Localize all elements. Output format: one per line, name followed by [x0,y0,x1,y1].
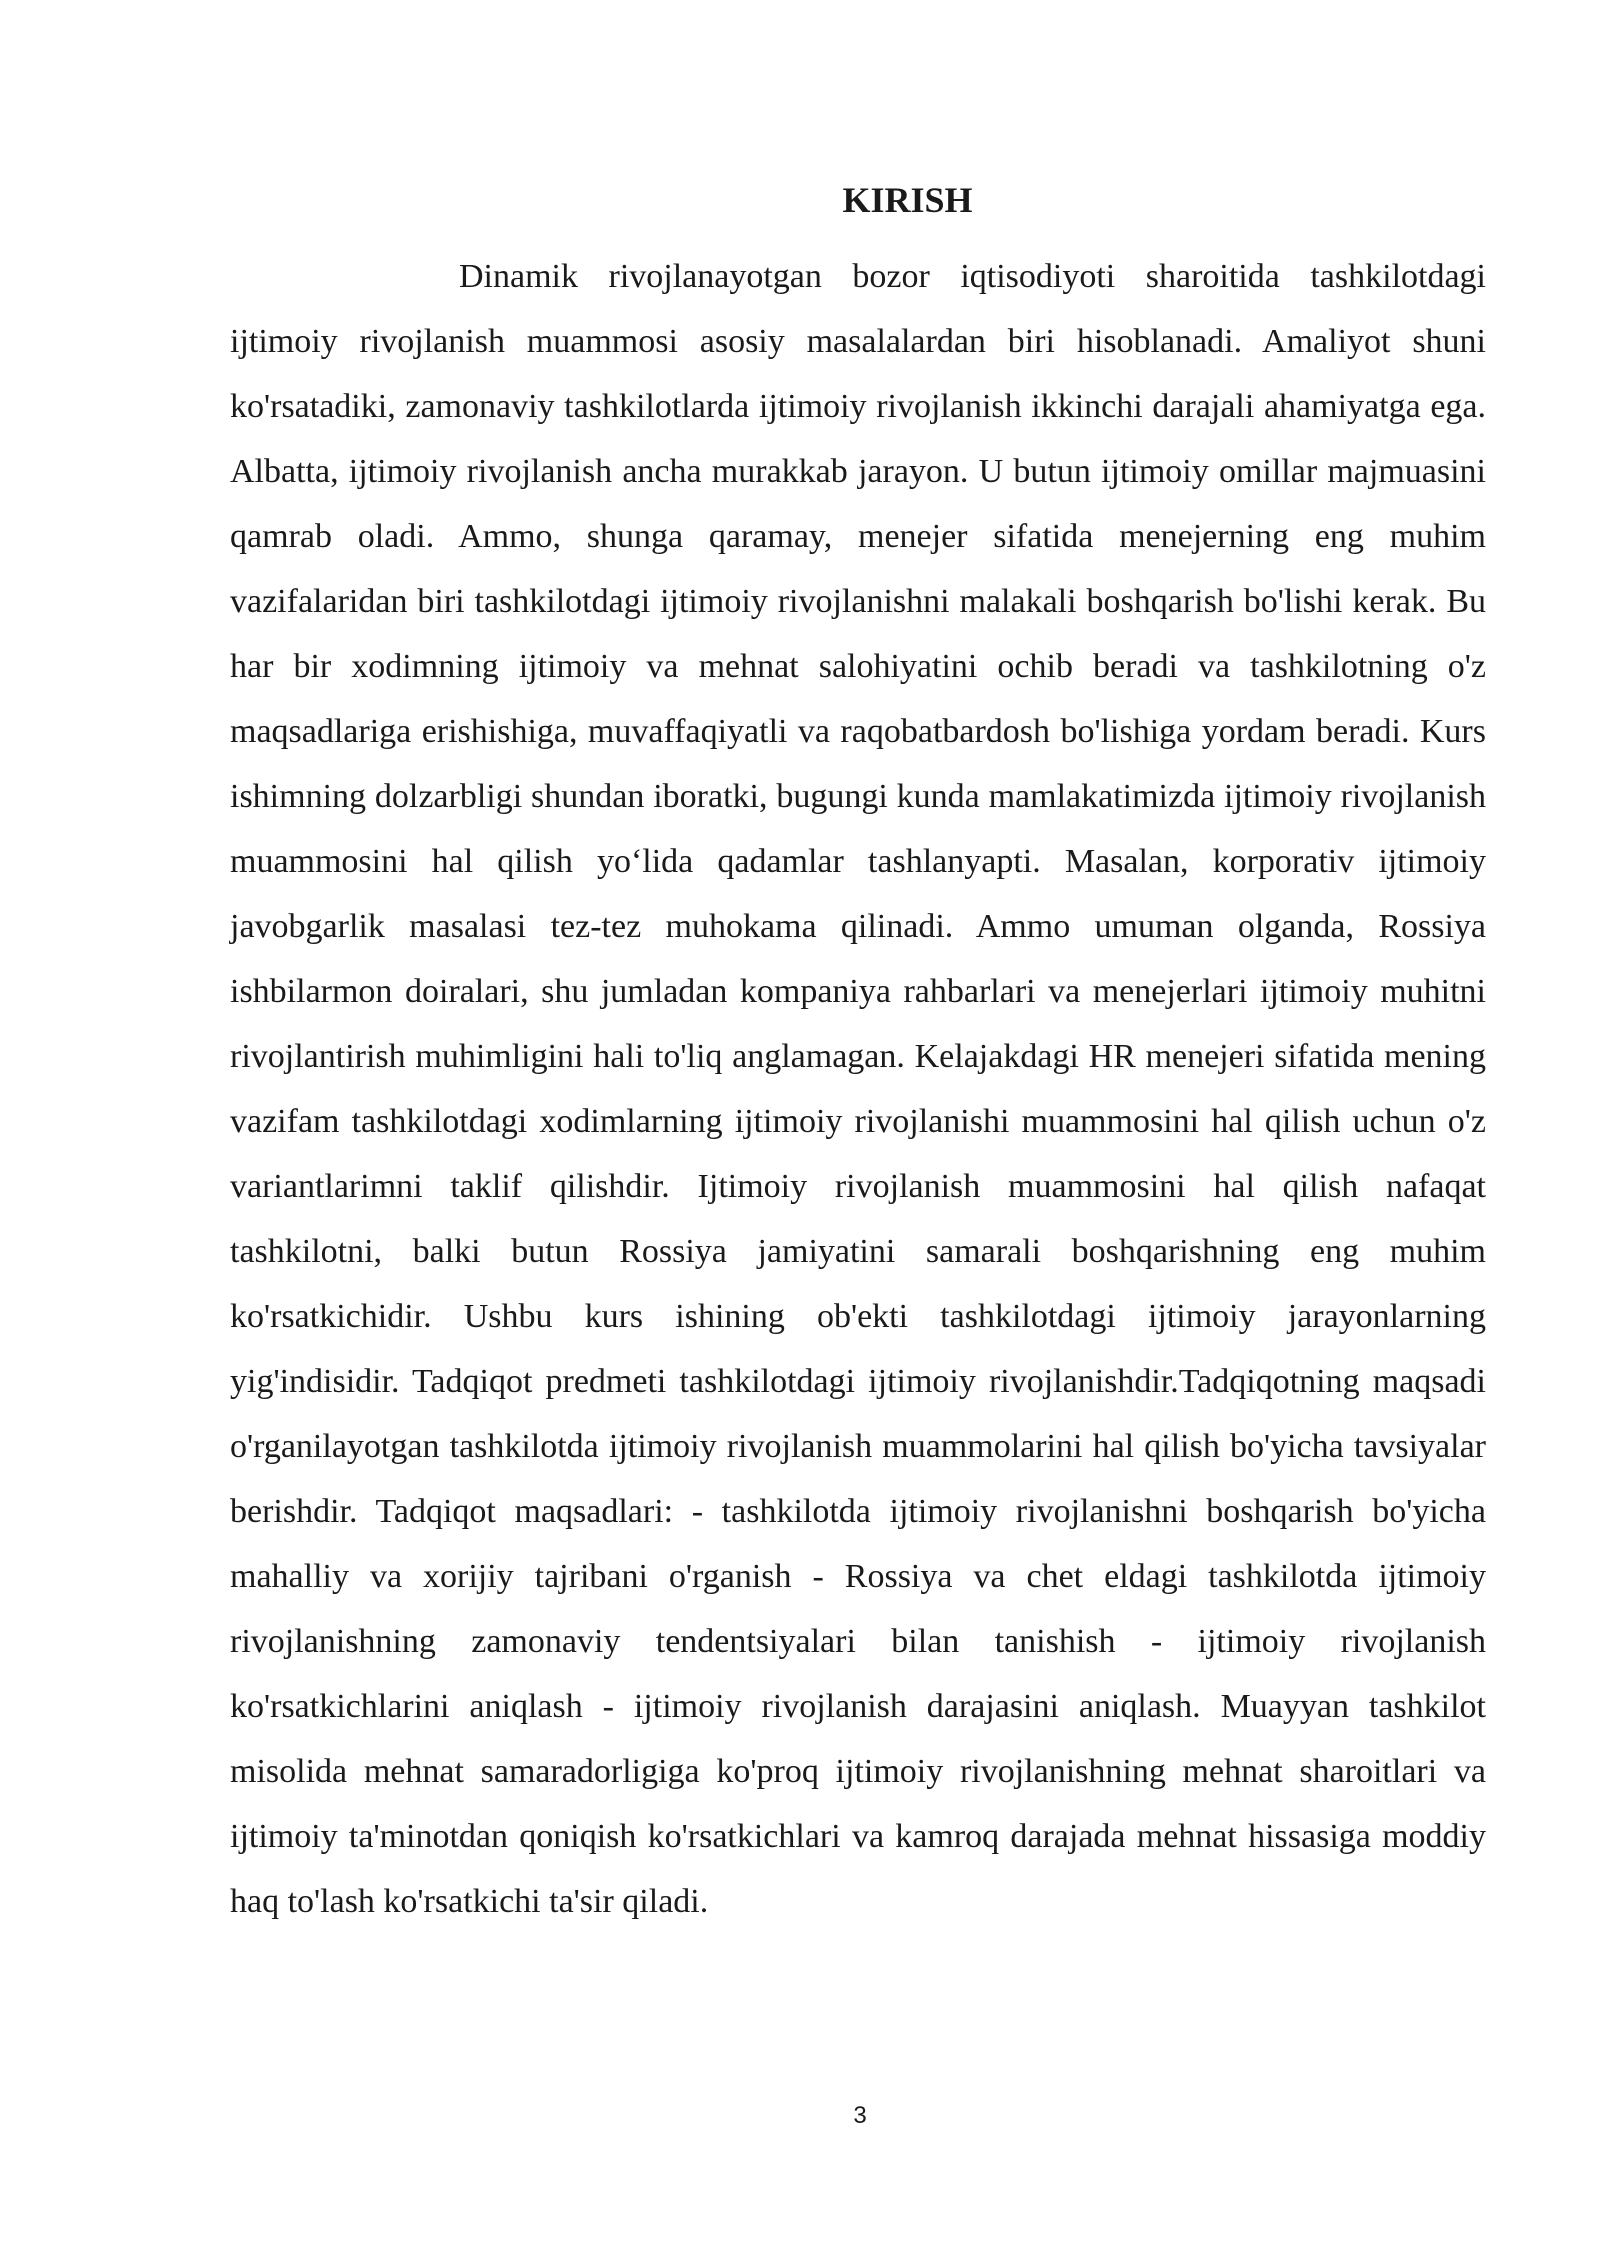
body-paragraph: Dinamik rivojlanayotgan bozor iqtisodiyoti sharoitida tashkilotdagi ijtimoiy rivojlanish muammosi asosiy masalalardan biri hisoblanadi. Amaliyot shuni ko'rsatadiki, zamonaviy tashkilotlarda ijtimoiy rivojlanish ikkinchi darajali ahamiyatga ega. Albatta, ijtimoiy rivojlanish ancha murakkab jarayon. U butun ijtimoiy omillar majmuasini qamrab oladi. Ammo, shunga qaramay, menejer sifatida menejerning eng muhim vazifalaridan biri tashkilotdagi ijtimoiy rivojlanishni malakali boshqarish bo'lishi kerak. Bu har bir xodimning ijtimoiy va mehnat salohiyatini ochib beradi va tashkilotning o'z maqsadlariga erishishiga, muvaffaqiyatli va raqobatbardosh bo'lishiga yordam beradi. Kurs ishimning dolzarbligi shundan iboratki, bugungi kunda mamlakatimizda ijtimoiy rivojlanish muammosini hal qilish yo‘lida qadamlar tashlanyapti. Masalan, korporativ ijtimoiy javobgarlik masalasi tez-tez muhokama qilinadi. Ammo umuman olganda, Rossiya ishbilarmon doiralari, shu jumladan kompaniya rahbarlari va menejerlari ijtimoiy muhitni rivojlantirish muhimligini hali to'liq anglamagan. Kelajakdagi HR menejeri sifatida mening vazifam tashkilotdagi xodimlarning ijtimoiy rivojlanishi muammosini hal qilish uchun o'z variantlarimni taklif qilishdir. Ijtimoiy rivojlanish muammosini hal qilish nafaqat tashkilotni, balki butun Rossiya jamiyatini samarali boshqarishning eng muhim ko'rsatkichidir. Ushbu kurs ishining ob'ekti tashkilotdagi ijtimoiy jarayonlarning yig'indisidir. Tadqiqot predmeti tashkilotdagi ijtimoiy rivojlanishdir.Tadqiqotning maqsadi o'rganilayotgan tashkilotda ijtimoiy rivojlanish muammolarini hal qilish bo'yicha tavsiyalar berishdir. Tadqiqot maqsadlari: - tashkilotda ijtimoiy rivojlanishni boshqarish bo'yicha mahalliy va xorijiy tajribani o'rganish - Rossiya va chet eldagi tashkilotda ijtimoiy rivojlanishning zamonaviy tendentsiyalari bilan tanishish - ijtimoiy rivojlanish ko'rsatkichlarini aniqlash - ijtimoiy rivojlanish darajasini aniqlash. Muayyan tashkilot misolida mehnat samaradorligiga ko'proq ijtimoiy rivojlanishning mehnat sharoitlari va ijtimoiy ta'minotdan qoniqish ko'rsatkichlari va kamroq darajada mehnat hissasiga moddiy haq to'lash ko'rsatkichi ta'sir qiladi. [230,258,1486,1920]
section-heading: KIRISH [842,180,973,220]
page-number: 3 [853,2102,867,2129]
